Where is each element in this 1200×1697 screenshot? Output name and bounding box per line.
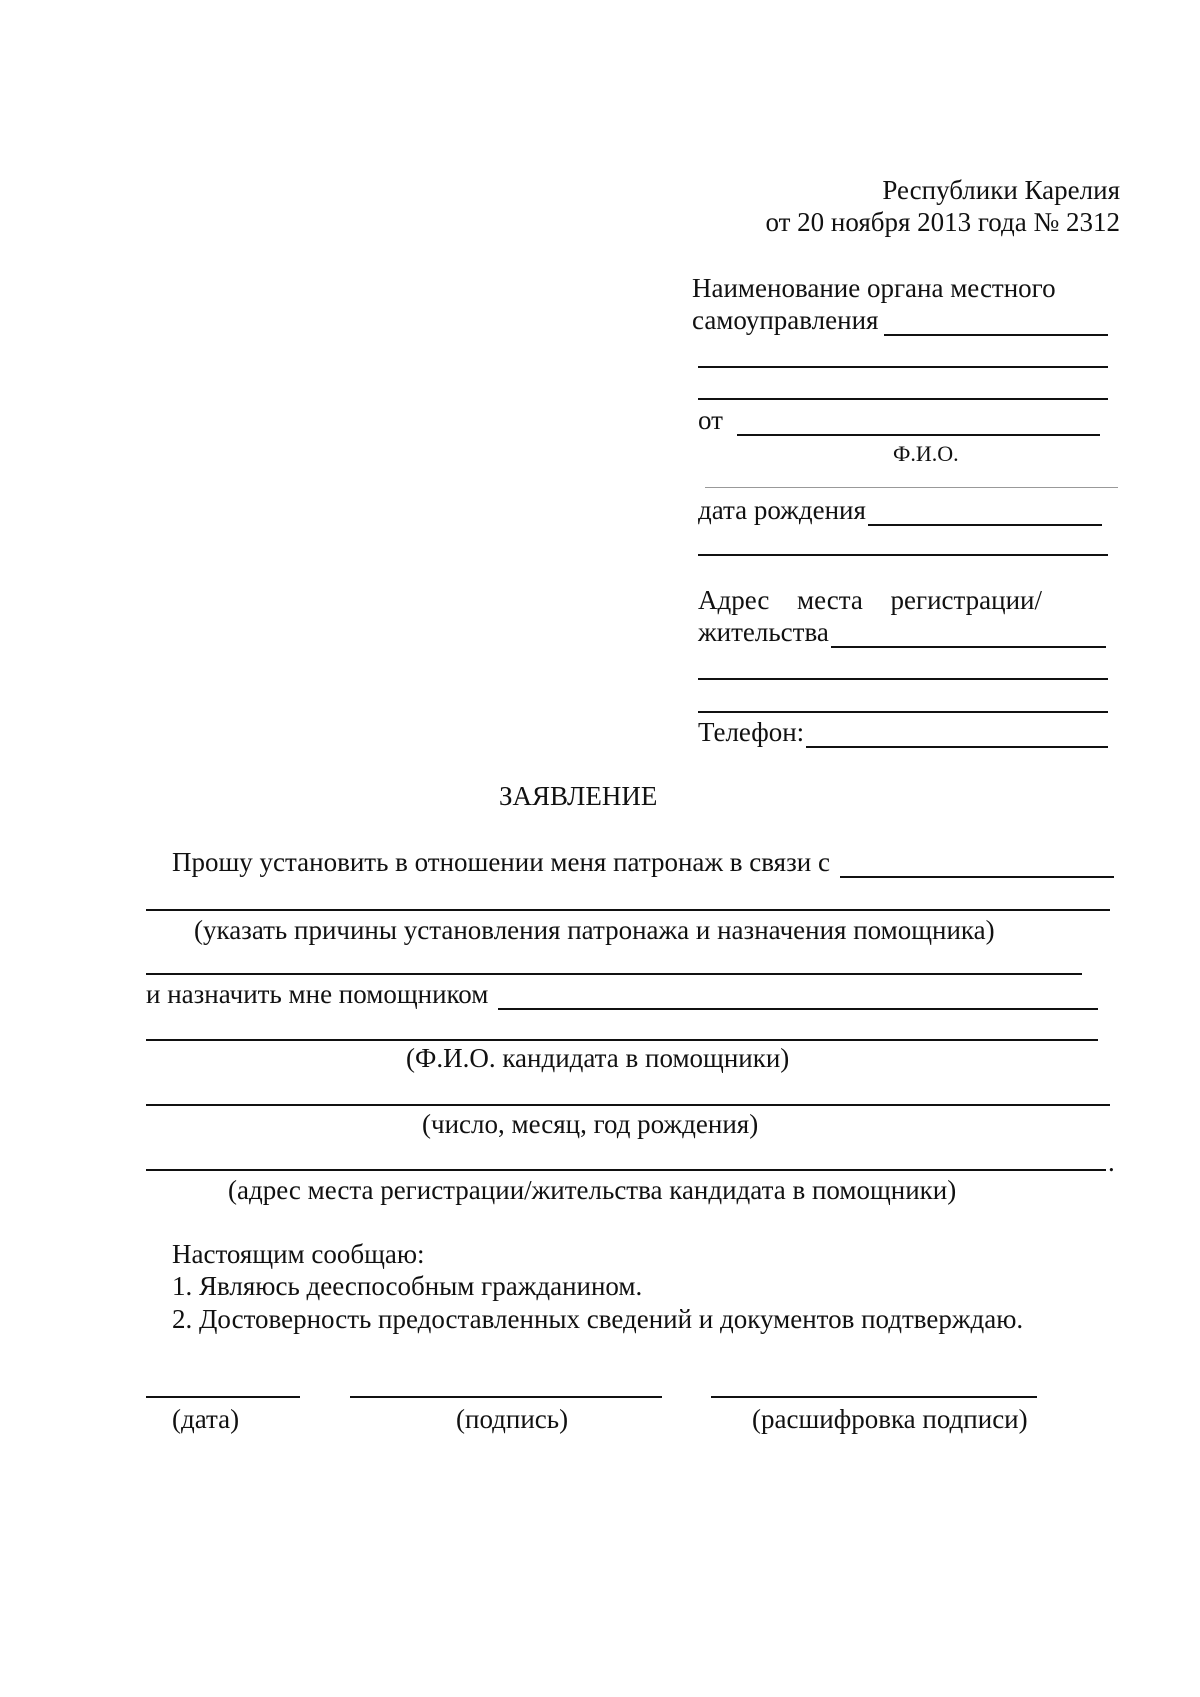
statement-item-2: 2. Достоверность предоставленных сведений и документов подтверждаю. <box>172 1304 1024 1334</box>
signature-decode-caption: (расшифровка подписи) <box>752 1404 1028 1434</box>
from-fio-input-line[interactable] <box>737 408 1100 436</box>
from-label: от <box>698 405 723 435</box>
dob-input-line[interactable] <box>146 1104 1110 1106</box>
organ-input-line-3[interactable] <box>698 398 1108 400</box>
candidate-input-line-2[interactable] <box>146 1039 1098 1041</box>
assign-row <box>146 978 1098 1010</box>
reason-input-line-2[interactable] <box>146 909 1110 911</box>
phone-input-line[interactable] <box>806 720 1108 748</box>
date-input-line[interactable] <box>146 1396 300 1398</box>
assign-text: и назначить мне помощником <box>146 979 489 1009</box>
address-input-line[interactable] <box>831 620 1106 648</box>
birth-field-row <box>698 494 1102 526</box>
address-field-row <box>698 616 1106 648</box>
address-caption: (адрес места регистрации/жительства кандидата в помощники) <box>228 1175 957 1205</box>
address-word-1: Адрес <box>698 585 770 615</box>
signature-input-line[interactable] <box>350 1396 662 1398</box>
reason-input-line-3[interactable] <box>146 973 1082 975</box>
address-input-line-2[interactable] <box>698 678 1108 680</box>
dob-caption: (число, месяц, год рождения) <box>422 1109 759 1139</box>
statements-intro: Настоящим сообщаю: <box>172 1239 425 1269</box>
organ-label-line2: самоуправления <box>692 305 879 335</box>
fio-caption: Ф.И.О. <box>893 441 959 466</box>
request-text: Прошу установить в отношении меня патронаж в связи с <box>172 847 830 877</box>
header-republic: Республики Карелия <box>882 175 1120 205</box>
address-label-line2: жительства <box>698 617 829 647</box>
organ-label-line1: Наименование органа местного <box>692 273 1056 303</box>
birth-label: дата рождения <box>698 495 866 525</box>
birth-input-line[interactable] <box>868 498 1102 526</box>
candidate-caption: (Ф.И.О. кандидата в помощники) <box>406 1043 790 1073</box>
phone-field-row <box>698 716 1108 748</box>
address-word-3: регистрации/ <box>890 585 1042 615</box>
date-caption: (дата) <box>172 1404 240 1434</box>
address-candidate-input-line[interactable] <box>146 1169 1106 1171</box>
reason-input-line[interactable] <box>840 850 1114 878</box>
address-input-line-3[interactable] <box>698 711 1108 713</box>
signature-caption: (подпись) <box>456 1404 569 1434</box>
organ-input-line-2[interactable] <box>698 366 1108 368</box>
organ-field-row <box>692 304 1108 336</box>
reason-caption: (указать причины установления патронажа и назначения помощника) <box>194 915 995 945</box>
signature-decode-input-line[interactable] <box>711 1396 1037 1398</box>
fio-extra-line[interactable] <box>705 487 1118 488</box>
address-word-2: места <box>797 585 863 615</box>
phone-label: Телефон: <box>698 717 805 747</box>
birth-input-line-2[interactable] <box>698 554 1108 556</box>
request-row <box>172 846 1114 878</box>
statement-item-1: 1. Являюсь дееспособным гражданином. <box>172 1271 643 1301</box>
address-period: . <box>1108 1147 1115 1177</box>
organ-input-line[interactable] <box>884 308 1108 336</box>
candidate-input-line[interactable] <box>498 982 1098 1010</box>
from-field-row <box>698 404 1100 436</box>
address-label-line1 <box>698 584 1042 616</box>
header-decree: от 20 ноября 2013 года № 2312 <box>765 207 1120 237</box>
document-title: ЗАЯВЛЕНИЕ <box>499 781 658 811</box>
